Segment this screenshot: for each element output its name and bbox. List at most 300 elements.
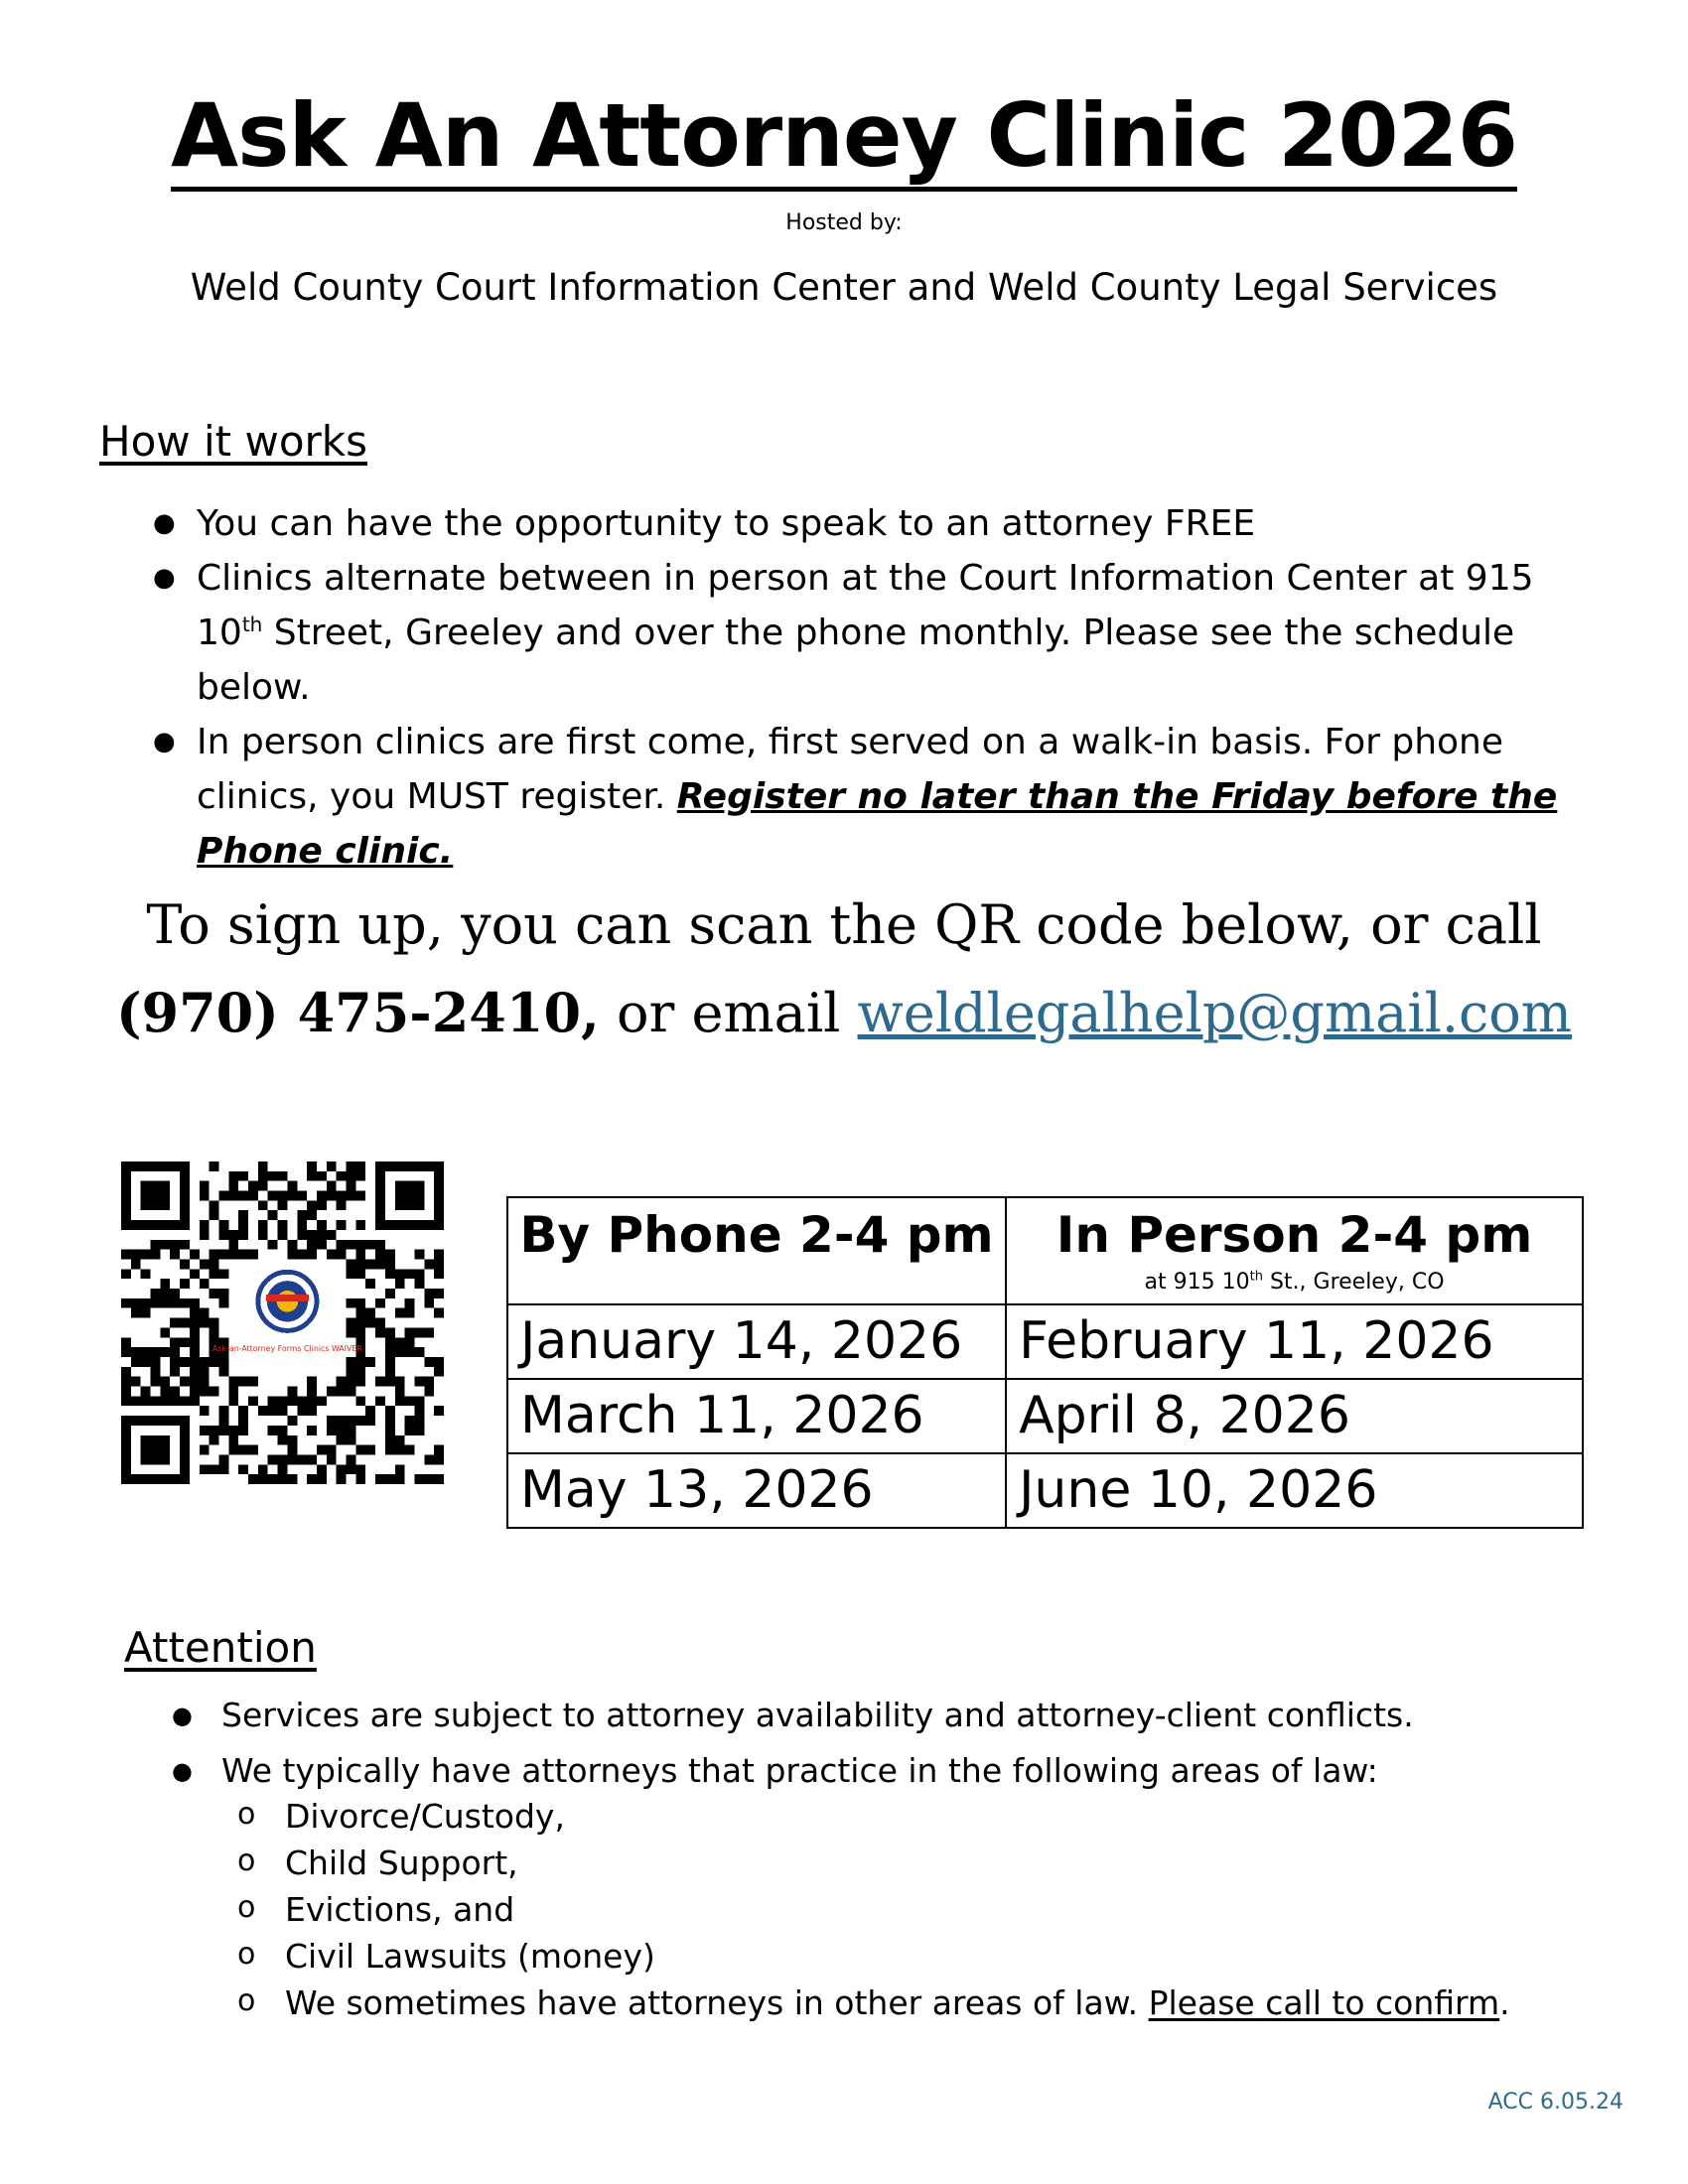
qr-module: [307, 1240, 317, 1250]
qr-module: [121, 1347, 131, 1357]
qr-module: [218, 1269, 228, 1279]
qr-finder-top-right: [375, 1161, 444, 1230]
qr-module: [268, 1396, 278, 1406]
qr-module: [297, 1220, 307, 1230]
qr-module: [228, 1191, 238, 1201]
qr-module: [190, 1337, 200, 1347]
qr-module: [287, 1387, 297, 1397]
qr-module: [170, 1357, 180, 1367]
qr-module: [170, 1337, 180, 1347]
qr-module: [258, 1464, 268, 1474]
qr-module: [200, 1367, 210, 1377]
qr-module: [160, 1298, 170, 1308]
qr-module: [317, 1200, 327, 1210]
qr-module: [131, 1377, 141, 1387]
qr-module: [121, 1396, 131, 1406]
qr-module: [414, 1347, 424, 1357]
qr-module: [375, 1327, 385, 1337]
qr-module: [151, 1367, 161, 1377]
qr-caption: [212, 1344, 362, 1353]
hosted-by-label: Hosted by:: [785, 210, 903, 235]
qr-module: [317, 1230, 327, 1240]
qr-module: [317, 1240, 327, 1250]
qr-module: [141, 1347, 151, 1357]
phone-date: March 11, 2026: [507, 1379, 1006, 1453]
qr-module: [347, 1464, 356, 1474]
qr-module: [170, 1318, 180, 1328]
qr-module: [141, 1308, 151, 1318]
qr-module: [355, 1161, 365, 1171]
qr-module: [228, 1387, 238, 1397]
qr-module: [218, 1230, 228, 1240]
qr-module: [258, 1230, 268, 1240]
qr-module: [258, 1406, 268, 1416]
qr-module: [287, 1396, 297, 1406]
qr-module: [248, 1474, 258, 1484]
qr-module: [297, 1191, 307, 1201]
qr-module: [218, 1289, 228, 1298]
signup-line-1: To sign up, you can scan the QR code below, or call: [146, 893, 1542, 956]
qr-module: [337, 1191, 347, 1201]
qr-module: [228, 1377, 238, 1387]
qr-module: [268, 1406, 278, 1416]
qr-module: [287, 1250, 297, 1260]
qr-module: [395, 1396, 405, 1406]
qr-module: [170, 1396, 180, 1406]
qr-module: [307, 1406, 317, 1416]
qr-module: [327, 1191, 337, 1201]
qr-module: [121, 1250, 131, 1260]
qr-module: [307, 1426, 317, 1435]
qr-module: [355, 1464, 365, 1474]
qr-module: [238, 1191, 248, 1201]
qr-module: [297, 1250, 307, 1260]
qr-module: [258, 1220, 268, 1230]
qr-module: [141, 1298, 151, 1308]
qr-module: [395, 1387, 405, 1397]
qr-module: [434, 1445, 444, 1455]
qr-finder-top-left: [121, 1161, 190, 1230]
how-it-works-heading: How it works: [99, 417, 367, 466]
qr-module: [228, 1171, 238, 1181]
qr-module: [268, 1474, 278, 1484]
qr-module: [347, 1327, 356, 1337]
qr-module: [151, 1298, 161, 1308]
qr-module: [355, 1416, 365, 1426]
law-area-item: o Child Support,: [221, 1840, 1554, 1886]
qr-module: [424, 1298, 434, 1308]
qr-module: [317, 1396, 327, 1406]
qr-module: [151, 1357, 161, 1367]
qr-module: [141, 1396, 151, 1406]
qr-module: [210, 1200, 219, 1210]
qr-module: [190, 1357, 200, 1367]
qr-module: [434, 1367, 444, 1377]
qr-module: [218, 1454, 228, 1464]
qr-module: [317, 1171, 327, 1181]
qr-module: [238, 1230, 248, 1240]
qr-module: [258, 1171, 268, 1181]
qr-module: [190, 1327, 200, 1337]
qr-module: [434, 1357, 444, 1367]
qr-module: [228, 1250, 238, 1260]
qr-module: [131, 1396, 141, 1406]
qr-module: [268, 1210, 278, 1220]
qr-module: [268, 1454, 278, 1464]
qr-module: [395, 1347, 405, 1357]
qr-module: [218, 1191, 228, 1201]
qr-module: [131, 1347, 141, 1357]
qr-module: [210, 1318, 219, 1328]
qr-module: [228, 1426, 238, 1435]
qr-module: [365, 1240, 375, 1250]
qr-module: [327, 1161, 337, 1171]
qr-module: [327, 1445, 337, 1455]
qr-module: [307, 1161, 317, 1171]
qr-module: [228, 1445, 238, 1455]
qr-module: [248, 1181, 258, 1191]
qr-module: [347, 1298, 356, 1308]
qr-module: [405, 1298, 415, 1308]
qr-module: [248, 1445, 258, 1455]
qr-module: [210, 1250, 219, 1260]
qr-module: [278, 1464, 288, 1474]
qr-module: [347, 1318, 356, 1328]
qr-module: [248, 1396, 258, 1406]
qr-module: [218, 1426, 228, 1435]
qr-module: [278, 1435, 288, 1445]
qr-module: [355, 1396, 365, 1406]
qr-module: [238, 1445, 248, 1455]
qr-module: [131, 1250, 141, 1260]
qr-module: [347, 1435, 356, 1445]
qr-module: [337, 1220, 347, 1230]
qr-module: [385, 1357, 395, 1367]
qr-module: [141, 1250, 151, 1260]
qr-module: [238, 1464, 248, 1474]
qr-module: [228, 1396, 238, 1406]
in-person-date: February 11, 2026: [1006, 1304, 1583, 1379]
qr-module: [141, 1387, 151, 1397]
colorado-courts-logo: [258, 1272, 317, 1330]
qr-module: [200, 1220, 210, 1230]
qr-code[interactable]: [121, 1161, 444, 1484]
qr-module: [414, 1426, 424, 1435]
qr-module: [355, 1259, 365, 1269]
law-area-item: o We sometimes have attorneys in other areas of law. Please call to confirm.: [221, 1979, 1554, 2026]
qr-module: [121, 1269, 131, 1279]
attention-heading: Attention: [124, 1623, 317, 1672]
schedule-header-row: [507, 1197, 1583, 1304]
qr-module: [355, 1269, 365, 1279]
page-title: [0, 81, 1688, 191]
qr-module: [228, 1181, 238, 1191]
qr-module: [200, 1357, 210, 1367]
qr-module: [170, 1289, 180, 1298]
qr-module: [317, 1474, 327, 1484]
qr-module: [355, 1367, 365, 1377]
table-row: [507, 1304, 1583, 1379]
qr-module: [414, 1406, 424, 1416]
qr-module: [170, 1347, 180, 1357]
qr-module: [365, 1406, 375, 1416]
qr-module: [151, 1396, 161, 1406]
qr-module: [337, 1200, 347, 1210]
qr-module: [307, 1200, 317, 1210]
qr-module: [258, 1181, 268, 1191]
qr-module: [228, 1435, 238, 1445]
in-person-date: April 8, 2026: [1006, 1379, 1583, 1453]
qr-module: [424, 1327, 434, 1337]
qr-module: [287, 1474, 297, 1484]
attention-list: [164, 1688, 1554, 2026]
qr-module: [347, 1191, 356, 1201]
qr-module: [355, 1191, 365, 1201]
qr-module: [190, 1298, 200, 1308]
qr-module: [385, 1426, 395, 1435]
qr-module: [200, 1181, 210, 1191]
law-areas-list: [221, 1793, 1554, 2026]
qr-module: [375, 1377, 385, 1387]
qr-module: [180, 1396, 190, 1406]
law-area-item: o Evictions, and: [221, 1886, 1554, 1933]
qr-module: [375, 1298, 385, 1308]
qr-module: [347, 1259, 356, 1269]
qr-module: [141, 1357, 151, 1367]
qr-module: [190, 1318, 200, 1328]
qr-module: [355, 1308, 365, 1318]
qr-module: [278, 1220, 288, 1230]
qr-module: [151, 1240, 161, 1250]
qr-module: [160, 1396, 170, 1406]
qr-module: [200, 1406, 210, 1416]
qr-module: [170, 1298, 180, 1308]
qr-module: [355, 1474, 365, 1484]
qr-module: [375, 1318, 385, 1328]
phone-date: May 13, 2026: [507, 1453, 1006, 1528]
qr-module: [307, 1210, 317, 1220]
qr-module: [160, 1377, 170, 1387]
qr-module: [347, 1416, 356, 1426]
qr-module: [434, 1289, 444, 1298]
qr-module: [317, 1445, 327, 1455]
qr-module: [307, 1377, 317, 1387]
qr-module: [405, 1416, 415, 1426]
in-person-column-header: In Person 2-4 pm at 915 10th St., Greeley, CO: [1006, 1197, 1583, 1304]
qr-module: [365, 1318, 375, 1328]
qr-module: [365, 1259, 375, 1269]
qr-module: [424, 1259, 434, 1269]
qr-module: [317, 1464, 327, 1474]
qr-module: [395, 1337, 405, 1347]
qr-module: [278, 1396, 288, 1406]
qr-module: [238, 1416, 248, 1426]
qr-module: [395, 1308, 405, 1318]
qr-module: [218, 1416, 228, 1426]
qr-module: [395, 1269, 405, 1279]
qr-module: [190, 1269, 200, 1279]
qr-module: [424, 1357, 434, 1367]
qr-module: [375, 1259, 385, 1269]
qr-module: [218, 1357, 228, 1367]
qr-module: [355, 1220, 365, 1230]
list-item: ● We typically have attorneys that practice in the following areas of law: o Divorce/Custody, o Child Support, o Evictions, and o Civil Lawsuits (money) o We sometimes have attorneys in other areas of law. Please call to confirm.: [164, 1743, 1554, 2026]
qr-module: [414, 1327, 424, 1337]
qr-module: [365, 1445, 375, 1455]
qr-module: [210, 1269, 219, 1279]
how-it-works-list: [139, 496, 1589, 879]
qr-module: [424, 1387, 434, 1397]
qr-module: [297, 1230, 307, 1240]
qr-module: [337, 1387, 347, 1397]
qr-module: [414, 1396, 424, 1406]
qr-module: [160, 1387, 170, 1397]
qr-module: [180, 1298, 190, 1308]
qr-module: [180, 1318, 190, 1328]
qr-module: [190, 1308, 200, 1318]
table-row: [507, 1379, 1583, 1453]
signup-line-2: (970) 475-2410, or email weldlegalhelp@gmail.com: [115, 981, 1573, 1044]
qr-module: [258, 1200, 268, 1210]
qr-module: [327, 1230, 337, 1240]
register-deadline-note: Register no later than the Friday before the Phone clinic.: [197, 776, 1558, 872]
qr-module: [405, 1445, 415, 1455]
qr-module: [347, 1171, 356, 1181]
qr-module: [385, 1367, 395, 1377]
qr-module: [355, 1250, 365, 1260]
qr-module: [347, 1269, 356, 1279]
qr-module: [355, 1240, 365, 1250]
qr-module: [180, 1240, 190, 1250]
qr-module: [375, 1250, 385, 1260]
qr-module: [385, 1250, 395, 1260]
qr-module: [121, 1298, 131, 1308]
in-person-date: June 10, 2026: [1006, 1453, 1583, 1528]
qr-module: [121, 1337, 131, 1347]
qr-module: [307, 1250, 317, 1260]
qr-module: [210, 1426, 219, 1435]
qr-module: [385, 1347, 395, 1357]
qr-module: [190, 1387, 200, 1397]
qr-module: [278, 1406, 288, 1416]
list-item: ● Services are subject to attorney availability and attorney-client conflicts.: [164, 1688, 1554, 1743]
qr-module: [258, 1161, 268, 1171]
phone-number: (970) 475-2410,: [115, 981, 600, 1044]
schedule-table: [506, 1196, 1584, 1529]
phone-date: January 14, 2026: [507, 1304, 1006, 1379]
qr-module: [258, 1474, 268, 1484]
qr-module: [248, 1250, 258, 1260]
qr-module: [200, 1191, 210, 1201]
email-link[interactable]: weldlegalhelp@gmail.com: [857, 982, 1573, 1044]
qr-module: [355, 1327, 365, 1337]
qr-module: [268, 1426, 278, 1435]
qr-module: [297, 1406, 307, 1416]
qr-module: [365, 1308, 375, 1318]
qr-module: [278, 1230, 288, 1240]
qr-module: [385, 1259, 395, 1269]
qr-module: [151, 1377, 161, 1387]
qr-module: [337, 1426, 347, 1435]
qr-module: [307, 1474, 317, 1484]
qr-module: [170, 1367, 180, 1377]
qr-module: [395, 1377, 405, 1387]
qr-module: [424, 1454, 434, 1464]
qr-module: [405, 1327, 415, 1337]
qr-module: [228, 1230, 238, 1240]
qr-module: [337, 1171, 347, 1181]
qr-module: [170, 1240, 180, 1250]
qr-module: [278, 1474, 288, 1484]
qr-module: [278, 1454, 288, 1464]
qr-module: [434, 1269, 444, 1279]
qr-module: [297, 1210, 307, 1220]
qr-module: [218, 1406, 228, 1416]
qr-module: [200, 1387, 210, 1397]
list-item: ● Clinics alternate between in person at the Court Information Center at 915 10th Street, Greeley and over the phone monthly. Please see the schedule below.: [139, 551, 1589, 715]
qr-module: [190, 1377, 200, 1387]
qr-module: [190, 1347, 200, 1357]
qr-module: [347, 1377, 356, 1387]
qr-module: [405, 1269, 415, 1279]
qr-module: [200, 1259, 210, 1269]
qr-module: [170, 1387, 180, 1397]
call-to-confirm-link[interactable]: Please call to confirm: [1148, 1983, 1500, 2022]
qr-module: [347, 1426, 356, 1435]
qr-module: [347, 1240, 356, 1250]
qr-module: [218, 1367, 228, 1377]
in-person-address: at 915 10th St., Greeley, CO: [1144, 1269, 1445, 1295]
qr-module: [414, 1474, 424, 1484]
law-area-item: o Divorce/Custody,: [221, 1793, 1554, 1840]
qr-module: [210, 1210, 219, 1220]
qr-module: [160, 1279, 170, 1289]
qr-module: [424, 1377, 434, 1387]
qr-module: [414, 1250, 424, 1260]
qr-module: [385, 1406, 395, 1416]
qr-module: [327, 1454, 337, 1464]
qr-module: [210, 1464, 219, 1474]
qr-module: [405, 1308, 415, 1318]
qr-module: [405, 1337, 415, 1347]
qr-module: [327, 1250, 337, 1260]
qr-module: [180, 1377, 190, 1387]
qr-module: [355, 1357, 365, 1367]
qr-module: [337, 1416, 347, 1426]
table-row: [507, 1453, 1583, 1528]
qr-module: [151, 1347, 161, 1357]
qr-module: [414, 1377, 424, 1387]
qr-module: [121, 1377, 131, 1387]
qr-module: [337, 1240, 347, 1250]
qr-module: [355, 1377, 365, 1387]
qr-module: [307, 1171, 317, 1181]
qr-module: [297, 1454, 307, 1464]
qr-module: [385, 1416, 395, 1426]
law-area-item: o Civil Lawsuits (money): [221, 1933, 1554, 1979]
qr-module: [131, 1259, 141, 1269]
qr-module: [385, 1377, 395, 1387]
qr-module: [347, 1367, 356, 1377]
qr-module: [385, 1474, 395, 1484]
qr-module: [190, 1250, 200, 1260]
qr-module: [337, 1464, 347, 1474]
qr-module: [131, 1308, 141, 1318]
qr-module: [337, 1377, 347, 1387]
qr-module: [200, 1318, 210, 1328]
qr-module: [278, 1171, 288, 1181]
qr-module: [395, 1474, 405, 1484]
